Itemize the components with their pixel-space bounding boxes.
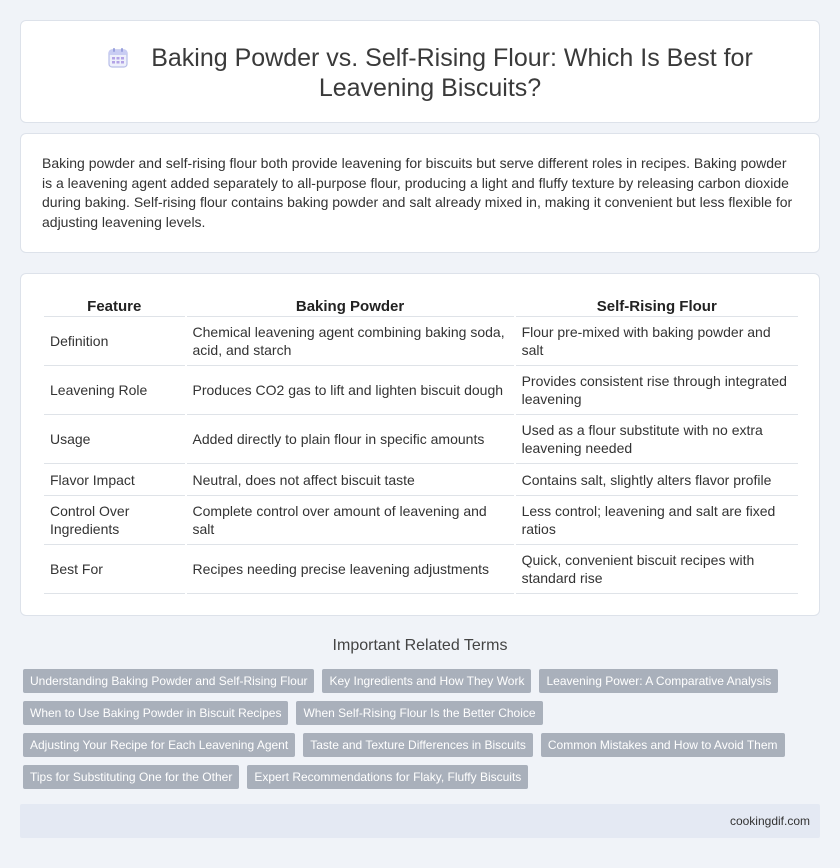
baking-powder-cell: Neutral, does not affect biscuit taste [187, 464, 514, 496]
comparison-table [42, 296, 800, 594]
table-row [44, 464, 798, 496]
column-header-feature: Feature [44, 296, 185, 317]
title-card [20, 20, 820, 123]
self-rising-flour-cell: Quick, convenient biscuit recipes with standard rise [516, 545, 798, 594]
baking-powder-cell: Produces CO2 gas to lift and lighten biscuit dough [187, 366, 514, 415]
related-term-tag[interactable]: When Self-Rising Flour Is the Better Choice [296, 701, 542, 725]
feature-cell: Control Over Ingredients [44, 496, 185, 545]
intro-paragraph: Baking powder and self-rising flour both provide leavening for biscuits but serve different roles in recipes. Baking powder is a leavening agent added separately to all-purpose flour, producing a light and fluffy texture by releasing carbon dioxide during baking. Self-rising flour contains baking powder and salt already mixed in, making it convenient but less flexible for adjusting leavening levels. [42, 155, 793, 230]
related-term-tag[interactable]: Leavening Power: A Comparative Analysis [539, 669, 778, 693]
column-header-self-rising-flour: Self-Rising Flour [516, 296, 798, 317]
table-row [44, 496, 798, 545]
table-header-row [44, 296, 798, 317]
related-term-tag[interactable]: Common Mistakes and How to Avoid Them [541, 733, 785, 757]
column-header-baking-powder: Baking Powder [187, 296, 514, 317]
self-rising-flour-cell: Used as a flour substitute with no extra leavening needed [516, 415, 798, 464]
feature-cell: Usage [44, 415, 185, 464]
related-terms-heading: Important Related Terms [332, 637, 508, 654]
baking-powder-cell: Recipes needing precise leavening adjustments [187, 545, 514, 594]
footer [20, 804, 820, 838]
baking-powder-cell: Complete control over amount of leavening and salt [187, 496, 514, 545]
calendar-icon [107, 46, 129, 68]
feature-cell: Definition [44, 317, 185, 366]
baking-powder-cell: Chemical leavening agent combining baking soda, acid, and starch [187, 317, 514, 366]
baking-powder-cell: Added directly to plain flour in specific amounts [187, 415, 514, 464]
self-rising-flour-cell: Less control; leavening and salt are fixed ratios [516, 496, 798, 545]
related-term-tag[interactable]: Taste and Texture Differences in Biscuits [303, 733, 533, 757]
table-row [44, 545, 798, 594]
table-row [44, 415, 798, 464]
related-term-tag[interactable]: Tips for Substituting One for the Other [23, 765, 239, 789]
self-rising-flour-cell: Flour pre-mixed with baking powder and salt [516, 317, 798, 366]
comparison-card [20, 273, 820, 616]
related-term-tag[interactable]: Expert Recommendations for Flaky, Fluffy Biscuits [247, 765, 528, 789]
related-term-tag[interactable]: When to Use Baking Powder in Biscuit Recipes [23, 701, 288, 725]
table-row [44, 317, 798, 366]
feature-cell: Leavening Role [44, 366, 185, 415]
table-row [44, 366, 798, 415]
intro-card [20, 133, 820, 253]
related-terms-list [23, 669, 823, 797]
feature-cell: Flavor Impact [44, 464, 185, 496]
feature-cell: Best For [44, 545, 185, 594]
related-term-tag[interactable]: Understanding Baking Powder and Self-Rising Flour [23, 669, 314, 693]
page-title-block [61, 43, 799, 103]
related-term-tag[interactable]: Adjusting Your Recipe for Each Leavening Agent [23, 733, 295, 757]
related-term-tag[interactable]: Key Ingredients and How They Work [322, 669, 531, 693]
footer-site-link[interactable]: cookingdif.com [729, 814, 810, 828]
self-rising-flour-cell: Provides consistent rise through integrated leavening [516, 366, 798, 415]
self-rising-flour-cell: Contains salt, slightly alters flavor profile [516, 464, 798, 496]
page-title: Baking Powder vs. Self-Rising Flour: Which Is Best for Leavening Biscuits? [151, 44, 753, 102]
